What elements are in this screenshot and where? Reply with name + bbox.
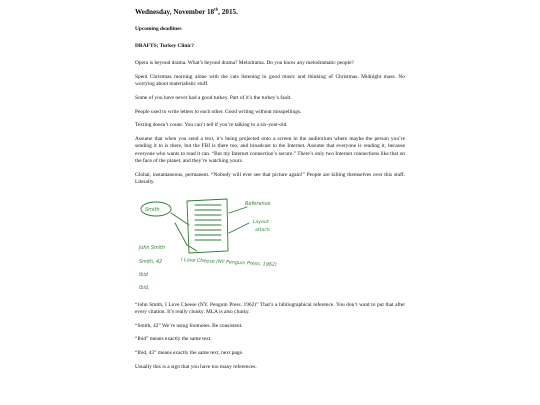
sketch-label-smith42: Smith, 42 [139, 259, 163, 265]
paragraph: Spent Christmas morning alone with the cats listening to good music and thinking of Christmas. Midnight mass. No worrying about materialistic stuff. [135, 73, 405, 87]
sketch-label-circled: Smith [145, 206, 160, 213]
sketch-drawing [135, 193, 405, 295]
paragraph: “Smith, 42” We’re using footnotes. Be consistent. [135, 322, 243, 329]
arrow-line [175, 223, 197, 251]
paragraph: Some of you have never had a good turkey. Part of it’s the turkey’s fault. [135, 94, 292, 101]
sketch-label-attach: attach [255, 227, 270, 233]
arrow-line [171, 213, 189, 225]
paragraph: Global, instantaneous, permanent. “Nobody will ever see that picture again!” People are killing themselves over this stuff. Literally. [135, 171, 405, 185]
arrow-line [229, 207, 247, 213]
paragraph: “John Smith, I Love Cheese (NY. Penguin Press. 1962)” That’s a bibliographical reference. You don’t want to put that after every citation. It’s really clunky. MLA is also clunky. [135, 301, 405, 315]
entry-date: Wednesday, November 18th, 2015. [135, 6, 238, 16]
sketch-label-reference: Reference [245, 200, 271, 207]
paragraph: “Ibid” means exactly the same text. [135, 336, 212, 343]
paragraph: Usually this is a sign that you have too many references. [135, 363, 257, 370]
section-upcoming-deadlines: Upcoming deadlines [135, 26, 182, 32]
page-outline [187, 199, 228, 253]
handwritten-sketch [135, 193, 405, 295]
paragraph: Opera is beyond drama. What’s beyond drama? Melodrama. Do you know any melodramatic people? [135, 60, 354, 66]
arrow-line [229, 223, 249, 233]
paragraph: Texting doesn’t count. You can’t tell if you’re talking to a six-year-old. [135, 122, 288, 129]
document-page [135, 8, 405, 378]
sketch-label-citation: I Love Cheese (NY Penguin Press, 1962) [180, 257, 277, 268]
page-lines [195, 205, 221, 240]
sketch-label-ibid: Ibid [139, 272, 148, 278]
section-drafts: DRAFTS; Turkey Clinic? [135, 43, 195, 49]
paragraph: “Ibid, 43” means exactly the same text, next page. [135, 350, 244, 357]
paragraph: Assume that when you send a text, it’s being projected onto a screen in the auditorium where maybe the person you’re sending it to is there, but the FBI is there too, and broadcast to the Internet. Assume that everyone is reading it, because everyone who wants to read it can. “But my Internet connection’s secure.” There’s only two Internet connections like that on the face of the planet, and they’re watching yours. [135, 136, 405, 164]
sketch-label-ibid2: Ibid, [139, 285, 150, 291]
sketch-label-author: John Smith [139, 245, 165, 251]
paragraph: People used to write letters to each other. Good writing without misspellings. [135, 108, 302, 115]
sketch-label-layout: Layout [253, 219, 269, 225]
